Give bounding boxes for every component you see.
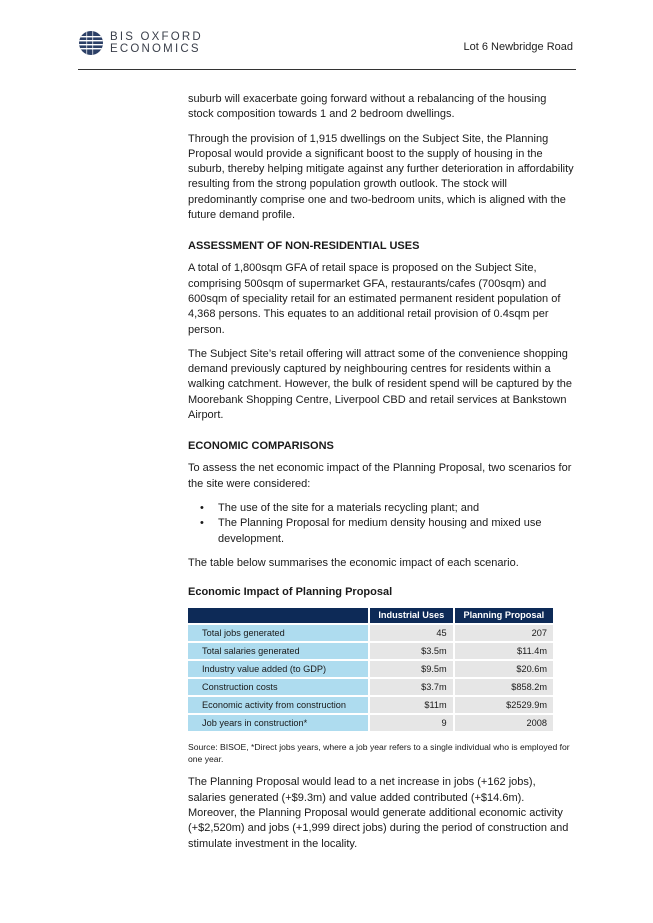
column-header-industrial: Industrial Uses (370, 608, 453, 623)
industrial-value: $3.5m (370, 643, 453, 659)
document-title: Lot 6 Newbridge Road (463, 41, 573, 53)
table-row (188, 643, 553, 659)
proposal-value: $858.2m (455, 679, 553, 695)
paragraph: Through the provision of 1,915 dwellings on the Subject Site, the Planning Proposal would provide a significant boost to the supply of housing in the suburb, thereby helping mitigate against any further deterioration in affordability resulting from the strong population growth outlook. The stock will predominantly comprise one and two-bedroom units, which is aligned with the future demand profile. (188, 132, 574, 222)
page-header (0, 0, 653, 72)
industrial-value: $9.5m (370, 661, 453, 677)
table-row (188, 715, 553, 731)
table-title: Economic Impact of Planning Proposal (188, 586, 393, 599)
logo-line-2: ECONOMICS (110, 43, 201, 55)
page-content (188, 92, 575, 861)
row-label: Economic activity from construction (188, 697, 368, 713)
proposal-value: $11.4m (455, 643, 553, 659)
industrial-value: 9 (370, 715, 453, 731)
paragraph: The Subject Site’s retail offering will attract some of the convenience shopping demand previously captured by neighbouring centres for residents within a walking catchment. However, the bulk of resident spend will be captured by the Moorebank Shopping Centre, Liverpool CBD and retail services at Bankstown Airport. (188, 347, 572, 422)
industrial-value: $3.7m (370, 679, 453, 695)
paragraph: suburb will exacerbate going forward without a rebalancing of the housing stock composition towards 1 and 2 bedroom dwellings. (188, 93, 547, 121)
table-source-note: Source: BISOE, *Direct jobs years, where a job year refers to a single individual who is employed for one year. (188, 742, 570, 765)
row-label: Industry value added (to GDP) (188, 661, 368, 677)
table-row (188, 679, 553, 695)
row-label: Total jobs generated (188, 625, 368, 641)
table-header-row (188, 608, 553, 623)
paragraph: A total of 1,800sqm GFA of retail space is proposed on the Subject Site, comprising 500sqm of supermarket GFA, restaurants/cafes (700sqm) and 600sqm of speciality retail for an estimated permanent resident population of 4,368 persons. This equates to an additional retail provision of 0.4sqm per person. (188, 262, 561, 336)
column-header-proposal: Planning Proposal (455, 608, 553, 623)
paragraph: The Planning Proposal would lead to a net increase in jobs (+162 jobs), salaries generated (+$9.3m) and value added contributed (+$14.6m). Moreover, the Planning Proposal would generate additional economic activity (+$2,520m) and jobs (+1,999 direct jobs) during the period of construction and stimulate investment in the locality. (188, 776, 569, 850)
list-item: • The Planning Proposal for medium density housing and mixed use development. (200, 517, 542, 545)
table-row (188, 625, 553, 641)
section-heading-non-residential: ASSESSMENT OF NON-RESIDENTIAL USES (188, 240, 420, 253)
bullet-icon: • (200, 517, 204, 530)
paragraph: To assess the net economic impact of the Planning Proposal, two scenarios for the site were considered: (188, 462, 572, 490)
proposal-value: $2529.9m (455, 697, 553, 713)
proposal-value: 2008 (455, 715, 553, 731)
economic-impact-table (186, 606, 555, 733)
proposal-value: 207 (455, 625, 553, 641)
row-label: Construction costs (188, 679, 368, 695)
scenario-list (188, 501, 575, 547)
bis-oxford-logo (78, 30, 203, 56)
table-row (188, 697, 553, 713)
logo-line-1: BIS OXFORD (110, 31, 203, 43)
industrial-value: $11m (370, 697, 453, 713)
paragraph: The table below summarises the economic impact of each scenario. (188, 556, 519, 569)
list-item: • The use of the site for a materials recycling plant; and (188, 501, 575, 516)
globe-icon (78, 30, 104, 56)
proposal-value: $20.6m (455, 661, 553, 677)
header-divider (78, 69, 576, 70)
table-header-blank (188, 608, 368, 623)
industrial-value: 45 (370, 625, 453, 641)
table-row (188, 661, 553, 677)
row-label: Total salaries generated (188, 643, 368, 659)
section-heading-economic-comparisons: ECONOMIC COMPARISONS (188, 440, 334, 453)
bullet-icon: • (200, 501, 204, 514)
row-label: Job years in construction* (188, 715, 368, 731)
